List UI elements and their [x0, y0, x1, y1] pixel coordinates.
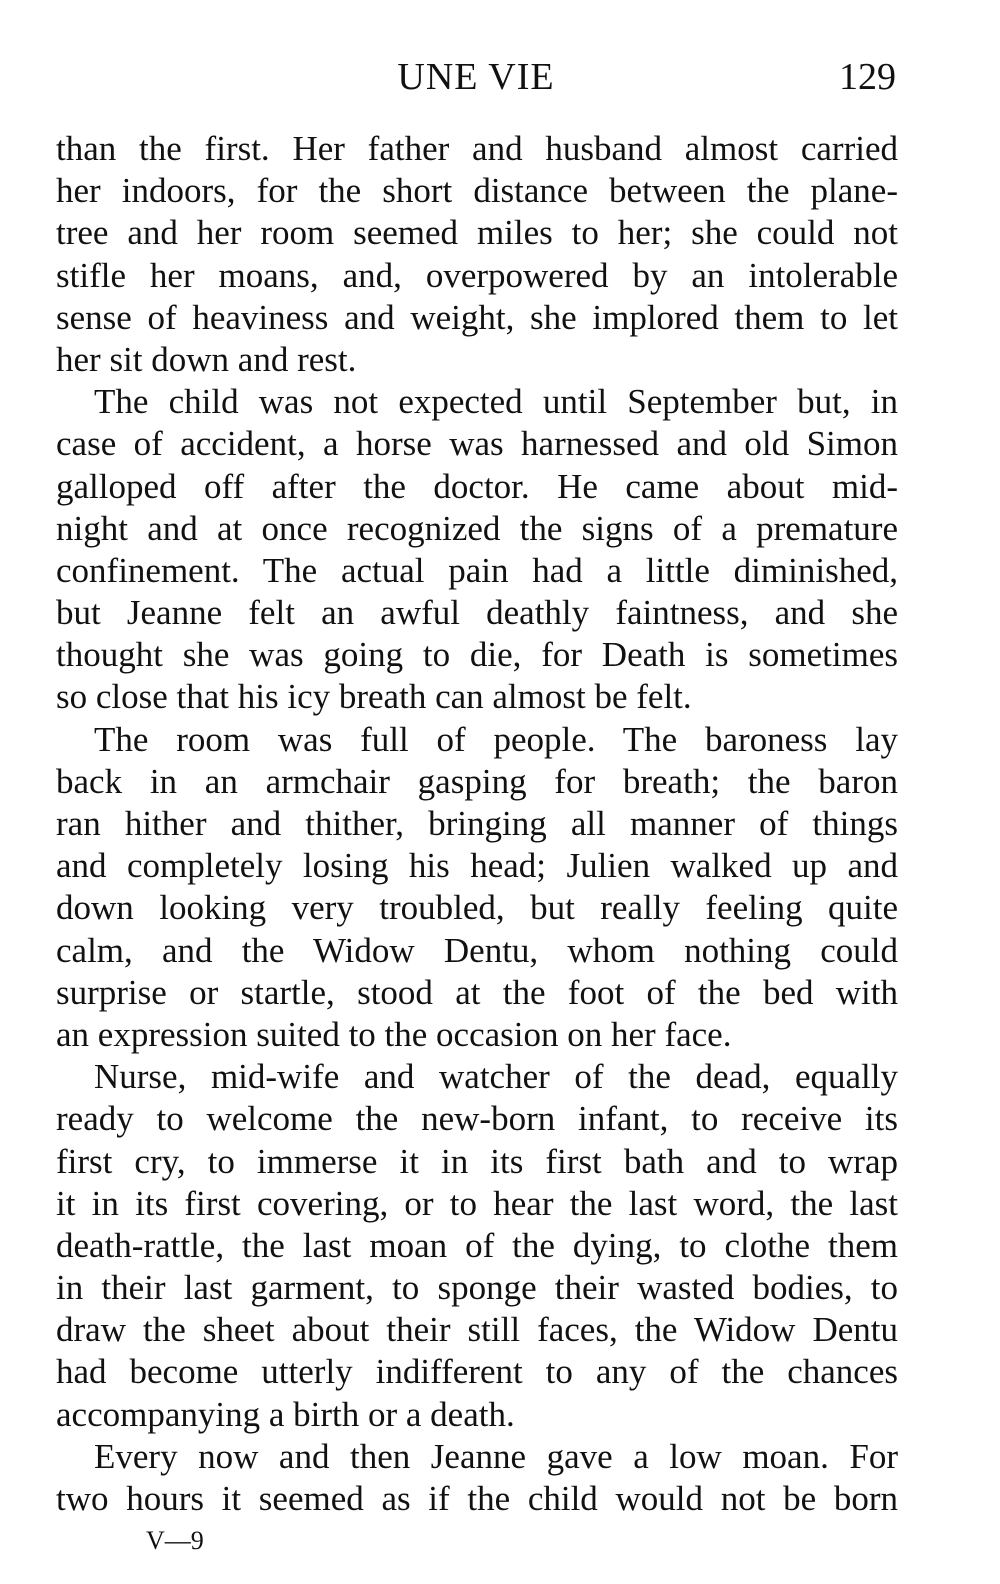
text-line: an expression suited to the occasion on her face.	[56, 1014, 732, 1054]
paragraph	[56, 719, 898, 1057]
text-line: had become utterly indifferent to any of the chances	[56, 1352, 898, 1392]
text-line: so close that his icy breath can almost be felt.	[56, 677, 692, 717]
text-line: thought she was going to die, for Death is sometimes	[56, 635, 898, 675]
body-text	[56, 128, 898, 1520]
page-number: 129	[839, 56, 896, 98]
text-line: draw the sheet about their still faces, the Widow Dentu	[56, 1310, 898, 1350]
text-line: down looking very troubled, but really feeling quite	[56, 888, 898, 928]
text-line: accompanying a birth or a death.	[56, 1394, 515, 1434]
text-line: first cry, to immerse it in its first bath and to wrap	[56, 1141, 898, 1181]
paragraph	[56, 1436, 898, 1520]
text-line: stifle her moans, and, overpowered by an intolerable	[56, 255, 898, 295]
text-line: The room was full of people. The baroness lay	[94, 719, 898, 759]
text-line: back in an armchair gasping for breath; the baron	[56, 761, 898, 801]
text-line: her sit down and rest.	[56, 339, 357, 379]
text-line: death-rattle, the last moan of the dying, to clothe them	[56, 1225, 898, 1265]
paragraph	[56, 381, 898, 719]
text-line: case of accident, a horse was harnessed and old Simon	[56, 424, 898, 464]
text-line: ready to welcome the new-born infant, to receive its	[56, 1099, 898, 1139]
text-line: in their last garment, to sponge their wasted bodies, to	[56, 1268, 898, 1308]
signature-mark: V—9	[146, 1526, 204, 1555]
text-line: sense of heaviness and weight, she implored them to let	[56, 297, 898, 337]
text-line: ran hither and thither, bringing all manner of things	[56, 804, 898, 843]
text-line: tree and her room seemed miles to her; she could not	[56, 213, 898, 253]
text-line: her indoors, for the short distance between the plane-	[56, 171, 898, 211]
text-line: but Jeanne felt an awful deathly faintness, and she	[56, 593, 898, 633]
text-line: two hours it seemed as if the child would not be born	[56, 1479, 898, 1518]
page-header	[56, 52, 896, 102]
text-line: The child was not expected until September but, in	[94, 382, 898, 422]
running-title: UNE VIE	[397, 56, 555, 98]
text-line: than the first. Her father and husband almost carried	[56, 129, 898, 168]
text-line: galloped off after the doctor. He came about mid-	[56, 466, 898, 506]
text-line: it in its first covering, or to hear the last word, the last	[56, 1183, 898, 1223]
paragraph	[56, 1056, 898, 1436]
text-line: confinement. The actual pain had a little diminished,	[56, 550, 898, 590]
text-line: night and at once recognized the signs of a premature	[56, 508, 898, 548]
text-line: Every now and then Jeanne gave a low moan. For	[94, 1436, 898, 1476]
paragraph	[56, 128, 898, 381]
text-line: surprise or startle, stood at the foot of the bed with	[56, 972, 898, 1012]
text-line: Nurse, mid-wife and watcher of the dead, equally	[94, 1057, 898, 1097]
text-line: calm, and the Widow Dentu, whom nothing could	[56, 930, 898, 970]
text-line: and completely losing his head; Julien walked up and	[56, 846, 898, 886]
